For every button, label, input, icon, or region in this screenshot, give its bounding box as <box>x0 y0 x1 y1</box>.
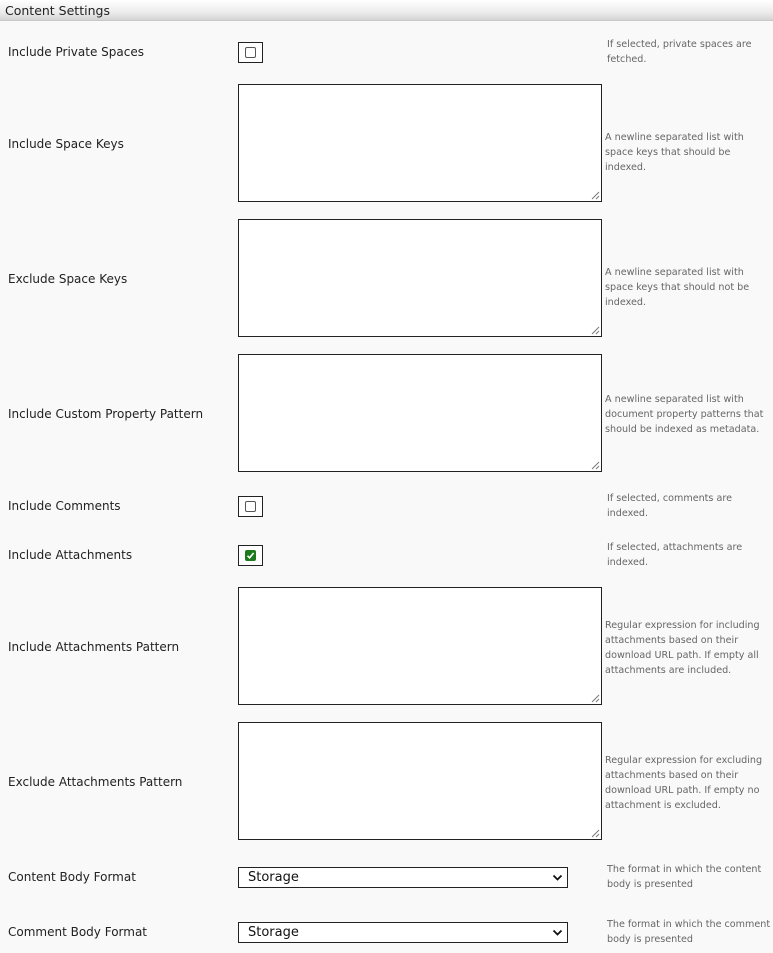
section-title: Content Settings <box>5 3 110 18</box>
include-comments-help: If selected, comments are indexed. <box>607 493 732 519</box>
checkbox-box <box>245 47 256 58</box>
chevron-down-icon <box>552 874 563 882</box>
comment-body-format-help: The format in which the comment body is presented <box>607 919 771 945</box>
include-attachments-pattern-help: Regular expression for including attachments based on their download URL path. If empty all attachments are included. <box>605 620 760 676</box>
include-custom-property-pattern-label: Include Custom Property Pattern <box>8 407 204 421</box>
include-attachments-pattern-textarea[interactable] <box>238 587 602 705</box>
include-space-keys-textarea[interactable] <box>238 84 602 202</box>
include-private-spaces-label: Include Private Spaces <box>8 45 144 59</box>
exclude-attachments-pattern-help: Regular expression for excluding attachments based on their download URL path. If empty no attachment is excluded. <box>605 755 763 811</box>
resize-grip-icon[interactable] <box>591 191 600 200</box>
resize-grip-icon[interactable] <box>591 461 600 470</box>
resize-grip-icon[interactable] <box>591 829 600 838</box>
chevron-down-icon <box>552 929 563 937</box>
checkbox-box <box>245 501 256 512</box>
include-attachments-label: Include Attachments <box>8 548 133 562</box>
resize-grip-icon[interactable] <box>591 326 600 335</box>
exclude-space-keys-help: A newline separated list with space keys that should not be indexed. <box>605 267 750 308</box>
checkbox-box <box>245 550 256 561</box>
include-private-spaces-checkbox[interactable] <box>238 42 263 63</box>
content-body-format-select[interactable] <box>238 867 568 888</box>
include-attachments-help: If selected, attachments are indexed. <box>607 542 743 568</box>
include-attachments-pattern-label: Include Attachments Pattern <box>8 640 180 654</box>
exclude-attachments-pattern-textarea[interactable] <box>238 722 602 840</box>
exclude-attachments-pattern-label: Exclude Attachments Pattern <box>8 775 183 789</box>
resize-grip-icon[interactable] <box>591 694 600 703</box>
include-comments-label: Include Comments <box>8 499 121 513</box>
content-body-format-help: The format in which the content body is presented <box>607 864 762 890</box>
checkmark-icon <box>246 551 255 560</box>
include-custom-property-pattern-textarea[interactable] <box>238 354 602 472</box>
include-custom-property-pattern-help: A newline separated list with document property patterns that should be indexed as metadata. <box>605 394 764 435</box>
exclude-space-keys-label: Exclude Space Keys <box>8 272 128 286</box>
include-attachments-checkbox[interactable] <box>238 545 263 566</box>
select-value: Storage <box>248 925 299 940</box>
content-body-format-label: Content Body Format <box>8 870 136 884</box>
section-header <box>0 0 773 21</box>
include-space-keys-label: Include Space Keys <box>8 137 124 151</box>
exclude-space-keys-textarea[interactable] <box>238 219 602 337</box>
include-space-keys-help: A newline separated list with space keys that should be indexed. <box>605 132 744 173</box>
comment-body-format-label: Comment Body Format <box>8 925 148 939</box>
comment-body-format-select[interactable] <box>238 922 568 943</box>
select-value: Storage <box>248 870 299 885</box>
include-comments-checkbox[interactable] <box>238 496 263 517</box>
include-private-spaces-help: If selected, private spaces are fetched. <box>607 39 752 65</box>
